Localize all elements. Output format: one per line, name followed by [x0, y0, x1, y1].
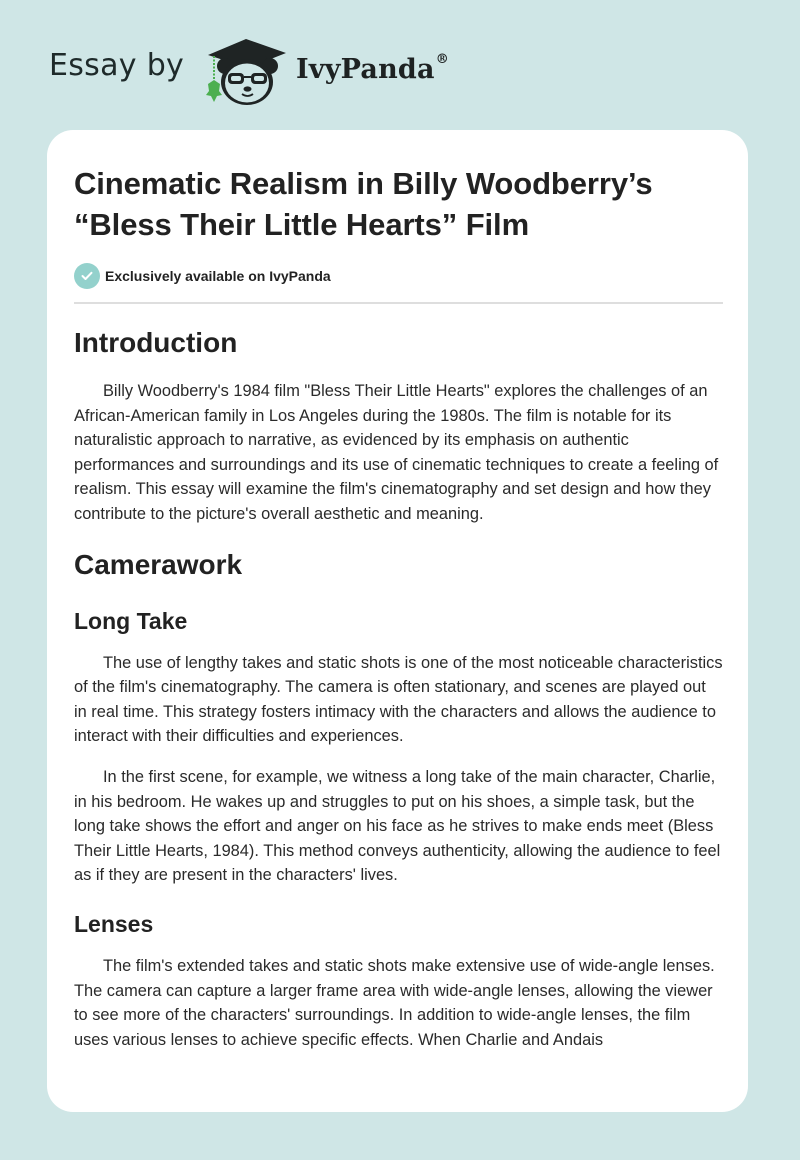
paragraph: The film's extended takes and static shots make extensive use of wide-angle lenses. The camera can capture a larger frame area with wide-angle lenses, allowing the viewer to see more of the characters' surroundings. In addition to wide-angle lenses, the film uses various lenses to achieve specific effects. When Charlie and Andais	[74, 956, 715, 1049]
brand-name-text: IvyPanda	[296, 54, 435, 85]
badge-text: Exclusively available on IvyPanda	[105, 268, 331, 284]
divider	[74, 302, 723, 304]
essay-content	[74, 326, 723, 1068]
subsection-heading-lenses: Lenses	[74, 910, 154, 937]
paragraph: In the first scene, for example, we witness a long take of the main character, Charlie, in his bedroom. He wakes up and struggles to put on his shoes, a simple task, but the long take shows the effort and anger on his face as he strives to make ends meet (Bless Their Little Hearts, 1984). This method conveys authenticity, allowing the audience to feel as if they are present in the characters' lives.	[74, 767, 721, 885]
panda-logo-icon[interactable]	[200, 36, 292, 108]
section-heading-introduction: Introduction	[74, 327, 238, 358]
site-header	[0, 0, 800, 130]
brand-name[interactable]	[296, 54, 449, 85]
exclusive-badge	[74, 263, 331, 289]
paragraph: The use of lengthy takes and static shots is one of the most noticeable characteristics of the film's cinematography. The camera is often stationary, and scenes are played out in real time. This strategy fosters intimacy with the characters and allows the audience to interact with their difficulties and experiences.	[74, 653, 723, 746]
check-circle-icon	[74, 263, 100, 289]
essay-card	[47, 130, 748, 1112]
section-heading-camerawork: Camerawork	[74, 548, 243, 580]
paragraph: Billy Woodberry's 1984 film "Bless Their Little Hearts" explores the challenges of an African-American family in Los Angeles during the 1980s. The film is notable for its naturalistic approach to narrative, as evidenced by its emphasis on authentic performances and surroundings and its use of cinematic techniques to create a feeling of realism. This essay will examine the film's cinematography and set design and how they contribute to the picture's overall aesthetic and meaning.	[74, 382, 719, 523]
page-title: Cinematic Realism in Billy Woodberry’s “Bless Their Little Hearts” Film	[74, 166, 653, 242]
brand-prefix: Essay by	[49, 48, 185, 83]
subsection-heading-long-take: Long Take	[74, 607, 188, 634]
registered-mark: ®	[435, 52, 449, 67]
